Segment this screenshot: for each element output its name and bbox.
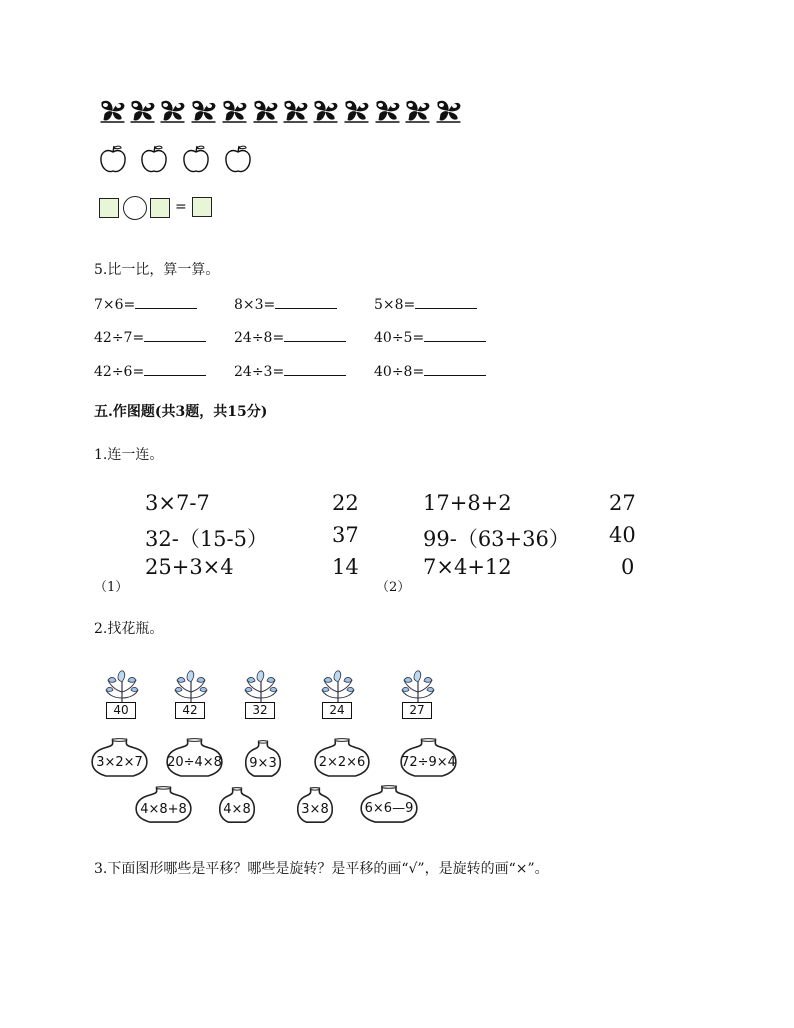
section-heading: 五.作图题(共3题，共15分): [94, 404, 268, 420]
q5-expr: 7×6=: [94, 297, 136, 313]
flower-number: 24: [322, 702, 352, 719]
vase-expression: 3×2×7: [96, 755, 143, 770]
butterfly-icon: [284, 101, 308, 122]
apple-icon: [101, 146, 125, 172]
flower-number: 27: [402, 702, 432, 719]
vase[interactable]: [219, 787, 255, 824]
flower-icon: [401, 668, 435, 702]
flower-card[interactable]: [320, 668, 356, 722]
flower-number: 42: [175, 702, 205, 719]
vase[interactable]: [166, 738, 223, 778]
q1-group1-label: （1）: [94, 580, 129, 595]
answer-blank[interactable]: [424, 363, 486, 376]
q5-item: [374, 296, 477, 313]
butterfly-icons: [98, 97, 468, 125]
butterfly-icon: [314, 101, 338, 122]
q5-item: [94, 296, 197, 313]
q1-g2-expression[interactable]: 7×4+12: [423, 555, 512, 579]
q1-g1-expression[interactable]: 3×7-7: [145, 491, 210, 515]
q5-expr: 42÷6=: [94, 364, 145, 380]
vase[interactable]: [297, 787, 333, 824]
butterfly-icon: [131, 101, 155, 122]
answer-blank[interactable]: [135, 296, 197, 309]
butterfly-icon: [192, 101, 216, 122]
vase[interactable]: [400, 738, 457, 778]
q1-g2-answer[interactable]: 0: [621, 555, 635, 579]
q1-g1-answer[interactable]: 37: [332, 523, 359, 547]
vase-expression: 3×8: [301, 802, 329, 817]
answer-box[interactable]: [99, 198, 119, 218]
butterfly-icon: [406, 101, 430, 122]
q1-g1-answer[interactable]: 22: [332, 491, 359, 515]
q1-g2-expression[interactable]: 99-（63+36）: [423, 527, 570, 551]
q5-expr: 24÷8=: [234, 330, 285, 346]
answer-blank[interactable]: [144, 363, 206, 376]
q1-g2-answer[interactable]: 40: [609, 523, 636, 547]
vase-expression: 4×8+8: [140, 802, 187, 817]
q1-g2-expression[interactable]: 17+8+2: [423, 491, 512, 515]
flower-card[interactable]: [400, 668, 436, 722]
butterfly-icon: [376, 101, 400, 122]
butterfly-icon: [345, 101, 369, 122]
butterfly-row: [98, 97, 468, 125]
butterfly-icon: [101, 101, 125, 122]
flower-number: 40: [106, 702, 136, 719]
q1-g1-answer[interactable]: 14: [332, 555, 359, 579]
q2-title: 2.找花瓶。: [94, 621, 164, 637]
q5-title: 5.比一比，算一算。: [94, 262, 220, 278]
vase[interactable]: [314, 738, 370, 778]
vase[interactable]: [245, 740, 281, 778]
q5-expr: 40÷5=: [374, 330, 425, 346]
q1-group2-label: （2）: [376, 580, 411, 595]
answer-blank[interactable]: [415, 296, 477, 309]
operator-circle[interactable]: [123, 196, 147, 220]
vase[interactable]: [135, 786, 192, 824]
q5-item: [234, 363, 346, 380]
q5-item: [374, 363, 486, 380]
q5-expr: 24÷3=: [234, 364, 285, 380]
q5-expr: 42÷7=: [94, 330, 145, 346]
answer-box[interactable]: [192, 197, 212, 217]
flower-icon: [174, 668, 208, 702]
q5-item: [234, 329, 346, 346]
flower-card[interactable]: [104, 668, 140, 722]
butterfly-icon: [254, 101, 278, 122]
q3-title: 3.下面图形哪些是平移？哪些是旋转？是平移的画“√”，是旋转的画“×”。: [94, 861, 549, 877]
apple-icon: [184, 146, 208, 172]
answer-blank[interactable]: [144, 329, 206, 342]
flower-icon: [321, 668, 355, 702]
q5-expr: 5×8=: [374, 297, 416, 313]
q5-item: [374, 329, 486, 346]
q5-item: [234, 296, 337, 313]
apple-row: [98, 143, 258, 175]
vase-expression: 20÷4×8: [167, 755, 222, 770]
butterfly-icon: [161, 101, 185, 122]
vase-expression: 72÷9×4: [401, 755, 456, 770]
q1-g1-expression[interactable]: 25+3×4: [145, 555, 234, 579]
answer-blank[interactable]: [275, 296, 337, 309]
vase-expression: 2×2×6: [318, 755, 366, 770]
q5-item: [94, 363, 206, 380]
vase[interactable]: [360, 785, 418, 824]
vase[interactable]: [91, 738, 148, 778]
vase-expression: 4×8: [223, 802, 251, 817]
answer-blank[interactable]: [284, 329, 346, 342]
apple-icon: [142, 146, 166, 172]
flower-icon: [244, 668, 278, 702]
q1-g2-answer[interactable]: 27: [609, 491, 636, 515]
apple-icons: [98, 143, 258, 175]
butterfly-icon: [223, 101, 247, 122]
flower-card[interactable]: [173, 668, 209, 722]
q5-expr: 8×3=: [234, 297, 276, 313]
flower-card[interactable]: [243, 668, 279, 722]
answer-box[interactable]: [150, 198, 170, 218]
vase-expression: 6×6—9: [364, 801, 414, 816]
butterfly-icon: [437, 101, 461, 122]
q1-title: 1.连一连。: [94, 447, 164, 463]
equals-sign: =: [175, 199, 187, 215]
q5-item: [94, 329, 206, 346]
answer-blank[interactable]: [284, 363, 346, 376]
q5-expr: 40÷8=: [374, 364, 425, 380]
flower-icon: [105, 668, 139, 702]
flower-number: 32: [245, 702, 275, 719]
vase-expression: 9×3: [249, 756, 277, 771]
q1-g1-expression[interactable]: 32-（15-5）: [145, 527, 268, 551]
answer-blank[interactable]: [424, 329, 486, 342]
apple-icon: [226, 146, 250, 172]
